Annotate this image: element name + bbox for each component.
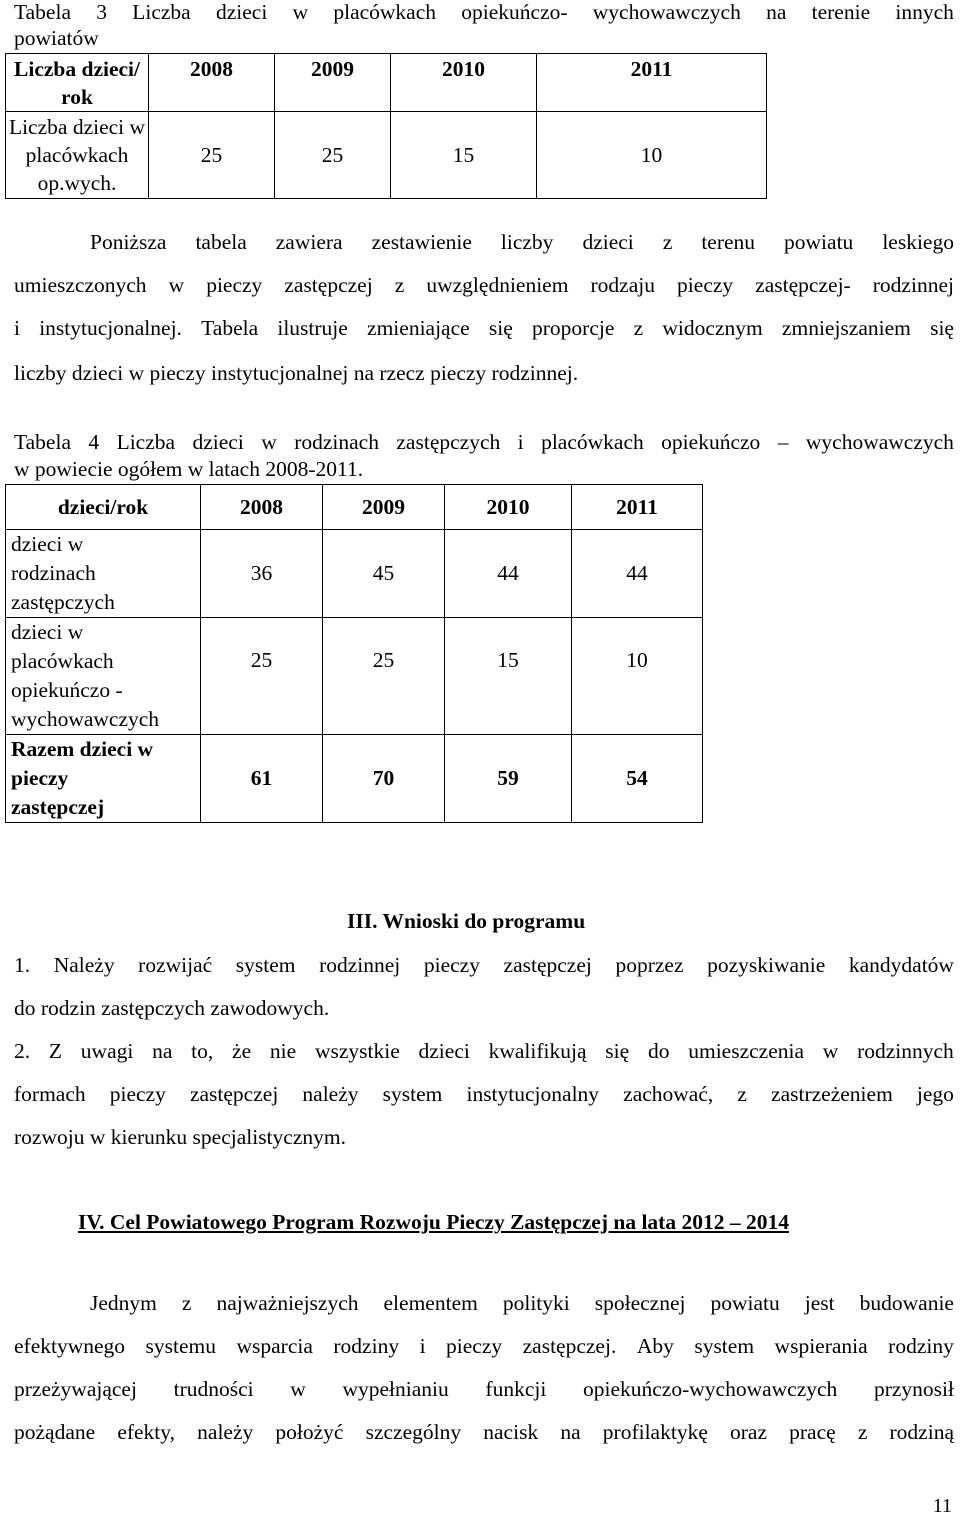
- word: opiekuńczo: [661, 430, 761, 454]
- word: jego: [916, 1082, 954, 1106]
- word: system: [694, 1334, 755, 1358]
- label-line: zastępczej: [11, 795, 105, 819]
- table3-caption-line1: [14, 0, 954, 24]
- word: rodziny: [888, 1334, 954, 1358]
- word: zastępczej: [284, 273, 373, 297]
- word: zestawienie: [371, 230, 472, 254]
- word: Liczba: [132, 0, 191, 24]
- word: zastępczej-: [755, 273, 851, 297]
- word: dzieci: [192, 430, 244, 454]
- table3-cell: 25: [149, 112, 275, 199]
- word: systemu: [145, 1334, 217, 1358]
- table3-cell: 25: [275, 112, 391, 199]
- table4-cell: 15: [445, 618, 572, 735]
- word: 2.: [14, 1039, 31, 1063]
- table4-row: [6, 530, 703, 618]
- word: w: [168, 273, 185, 297]
- word: zastępczej: [189, 1082, 279, 1106]
- word: Należy: [53, 953, 115, 977]
- label-line: Razem dzieci w: [11, 737, 154, 761]
- label-line: zastępczych: [11, 590, 115, 614]
- table4-cell: 59: [445, 735, 572, 823]
- label-line: pieczy: [11, 766, 69, 790]
- word: kandydatów: [848, 953, 954, 977]
- word: zastrzeżeniem: [771, 1082, 893, 1106]
- table3-cell: 15: [391, 112, 537, 199]
- word: do: [647, 1039, 670, 1063]
- word: pożądane: [14, 1420, 96, 1444]
- word: pieczy: [109, 1082, 166, 1106]
- word: opiekuńczo-wychowawczych: [582, 1377, 838, 1401]
- word: i: [14, 316, 20, 340]
- paragraph1-line: liczby dzieci w pieczy instytucjonalnej na rzecz pieczy rodzinnej.: [14, 361, 579, 385]
- label-line: placówkach: [11, 649, 114, 673]
- word: nie: [269, 1039, 297, 1063]
- word: zachować,: [623, 1082, 714, 1106]
- word: dzieci: [215, 0, 268, 24]
- section3-item-line: [14, 1039, 954, 1063]
- table4-row-label: [6, 735, 201, 823]
- table4-row-label: [6, 530, 201, 618]
- word: umieszczonych: [14, 273, 147, 297]
- word: jest: [804, 1291, 835, 1315]
- word: i: [419, 1334, 426, 1358]
- label-line: wychowawczych: [11, 707, 160, 731]
- word: polityki: [502, 1291, 570, 1315]
- word: powiatu: [710, 1291, 780, 1315]
- word: najważniejszych: [216, 1291, 359, 1315]
- word: placówkach: [333, 0, 437, 24]
- table3: [5, 53, 767, 199]
- word: społecznej: [594, 1291, 686, 1315]
- table4-caption-line2: w powiecie ogółem w latach 2008-2011.: [14, 457, 364, 481]
- word: się: [930, 316, 954, 340]
- word: z: [181, 1291, 192, 1315]
- word: rodzinnych: [857, 1039, 954, 1063]
- table4-cell: 45: [323, 530, 445, 618]
- word: pracę: [789, 1420, 836, 1444]
- word: liczby: [500, 230, 554, 254]
- word: wspierania: [774, 1334, 868, 1358]
- word: uwzględnieniem: [426, 273, 569, 297]
- paragraph1-line: [90, 230, 954, 254]
- section3-item-line: [14, 1082, 954, 1106]
- table3-year: 2010: [391, 54, 537, 112]
- word: szczególny: [365, 1420, 462, 1444]
- word: z: [662, 230, 673, 254]
- word: Jednym: [90, 1291, 157, 1315]
- label-line: rodzinach: [11, 561, 96, 585]
- table3-data-row: [6, 112, 767, 199]
- word: ilustruje: [277, 316, 348, 340]
- word: funkcji: [485, 1377, 547, 1401]
- word: wsparcia: [236, 1334, 313, 1358]
- word: się: [605, 1039, 630, 1063]
- word: nacisk: [483, 1420, 539, 1444]
- table3-caption-line2: powiatów: [14, 26, 99, 50]
- word: Aby: [636, 1334, 674, 1358]
- table4-total-row: [6, 735, 703, 823]
- section3-heading: III. Wnioski do programu: [347, 909, 586, 933]
- word: budowanie: [859, 1291, 954, 1315]
- word: pieczy: [446, 1334, 503, 1358]
- word: instytucjonalnej.: [39, 316, 182, 340]
- table3-header-row: [6, 54, 767, 112]
- word: zmieniające: [367, 316, 470, 340]
- word: rodzaju: [590, 273, 655, 297]
- table4-cell: 44: [572, 530, 703, 618]
- word: 4: [88, 430, 100, 454]
- word: pieczy: [677, 273, 734, 297]
- label-line: dzieci w: [11, 620, 84, 644]
- table3-cell: 10: [537, 112, 767, 199]
- word: z: [737, 1082, 747, 1106]
- table4-year: 2011: [572, 485, 703, 530]
- word: widocznym: [662, 316, 763, 340]
- section4-line: [14, 1334, 954, 1358]
- table3-year: 2011: [537, 54, 767, 112]
- table4-row: [6, 618, 703, 735]
- table4-cell: 70: [323, 735, 445, 823]
- word: Poniższa: [90, 230, 167, 254]
- word: w: [261, 430, 277, 454]
- word: placówkach: [541, 430, 644, 454]
- word: pozyskiwanie: [707, 953, 826, 977]
- word: to,: [191, 1039, 214, 1063]
- table4-cell: 44: [445, 530, 572, 618]
- word: efektywnego: [14, 1334, 126, 1358]
- word: na: [766, 0, 787, 24]
- table3-year: 2009: [275, 54, 391, 112]
- paragraph1-line: [14, 316, 954, 340]
- table4-header-label: dzieci/rok: [6, 485, 201, 530]
- word: przynosił: [873, 1377, 954, 1401]
- table4-row-label: [6, 618, 201, 735]
- table4-cell: 10: [572, 618, 703, 735]
- word: elementem: [383, 1291, 478, 1315]
- word: kwalifikują: [488, 1039, 587, 1063]
- word: pieczy: [206, 273, 263, 297]
- word: innych: [895, 0, 954, 24]
- word: 1.: [14, 953, 31, 977]
- word: położyć: [275, 1420, 344, 1444]
- section3-item-line: do rodzin zastępczych zawodowych.: [14, 996, 330, 1020]
- word: opiekuńczo-: [461, 0, 568, 24]
- table4-cell: 61: [201, 735, 323, 823]
- word: poprzez: [615, 953, 684, 977]
- word: z: [857, 1420, 868, 1444]
- word: należy: [197, 1420, 254, 1444]
- word: trudności: [173, 1377, 254, 1401]
- word: zastępczych: [396, 430, 501, 454]
- word: Z: [48, 1039, 63, 1063]
- word: zastępczej.: [522, 1334, 617, 1358]
- word: na: [560, 1420, 581, 1444]
- table4-cell: 36: [201, 530, 323, 618]
- table4-caption-line1: [14, 430, 954, 454]
- word: system: [382, 1082, 443, 1106]
- word: instytucjonalny: [466, 1082, 600, 1106]
- word: należy: [302, 1082, 359, 1106]
- word: że: [232, 1039, 252, 1063]
- word: umieszczenia: [688, 1039, 805, 1063]
- word: system: [235, 953, 296, 977]
- section3-item-line: rozwoju w kierunku specjalistycznym.: [14, 1125, 346, 1149]
- section4-line: [14, 1420, 954, 1444]
- word: zawiera: [275, 230, 343, 254]
- word: zmniejszaniem: [781, 316, 911, 340]
- word: wychowawczych: [592, 0, 741, 24]
- word: profilaktykę: [602, 1420, 708, 1444]
- word: w: [292, 0, 309, 24]
- table4-cell: 25: [323, 618, 445, 735]
- word: leskiego: [882, 230, 954, 254]
- word: rodzinach: [294, 430, 379, 454]
- table4-header-row: [6, 485, 703, 530]
- word: tabela: [195, 230, 247, 254]
- word: Tabela: [14, 0, 71, 24]
- table4: [5, 484, 703, 823]
- table4-cell: 54: [572, 735, 703, 823]
- word: z: [633, 316, 644, 340]
- table3-row-label: Liczba dzieci w placówkach op.wych.: [6, 112, 149, 199]
- section3-item-line: [14, 953, 954, 977]
- word: wszystkie: [314, 1039, 400, 1063]
- word: proporcje: [532, 316, 615, 340]
- word: terenu: [701, 230, 756, 254]
- word: z: [394, 273, 405, 297]
- word: dzieci: [582, 230, 634, 254]
- paragraph1-line: [14, 273, 954, 297]
- table3-year: 2008: [149, 54, 275, 112]
- label-line: dzieci w: [11, 532, 84, 556]
- word: przeżywającej: [14, 1377, 137, 1401]
- word: efekty,: [117, 1420, 176, 1444]
- word: w: [290, 1377, 306, 1401]
- word: dzieci: [418, 1039, 470, 1063]
- word: rodziny: [333, 1334, 400, 1358]
- word: zastępczej: [503, 953, 592, 977]
- table4-cell: 25: [201, 618, 323, 735]
- word: –: [777, 430, 789, 454]
- word: się: [488, 316, 513, 340]
- section4-line: [14, 1377, 954, 1401]
- word: uwagi: [80, 1039, 134, 1063]
- table4-year: 2009: [323, 485, 445, 530]
- word: rodzinnej: [319, 953, 401, 977]
- word: oraz: [730, 1420, 767, 1444]
- section4-heading: IV. Cel Powiatowego Program Rozwoju Pieczy Zastępczej na lata 2012 – 2014: [78, 1210, 789, 1234]
- table4-year: 2010: [445, 485, 572, 530]
- word: na: [152, 1039, 173, 1063]
- table3-header-label: Liczba dzieci/ rok: [6, 54, 149, 112]
- section4-line: [90, 1291, 954, 1315]
- word: pieczy: [423, 953, 480, 977]
- word: rodzinnej: [872, 273, 954, 297]
- label-line: opiekuńczo -: [11, 678, 123, 702]
- word: terenie: [811, 0, 871, 24]
- word: 3: [96, 0, 107, 24]
- word: wypełnianiu: [342, 1377, 449, 1401]
- word: i: [517, 430, 524, 454]
- word: rodziną: [889, 1420, 954, 1444]
- table4-year: 2008: [201, 485, 323, 530]
- word: Tabela: [201, 316, 259, 340]
- word: Liczba: [116, 430, 176, 454]
- word: rozwijać: [138, 953, 213, 977]
- word: Tabela: [14, 430, 71, 454]
- word: wychowawczych: [805, 430, 954, 454]
- word: w: [822, 1039, 839, 1063]
- page-number: 11: [932, 1495, 952, 1517]
- word: powiatu: [784, 230, 854, 254]
- word: formach: [14, 1082, 86, 1106]
